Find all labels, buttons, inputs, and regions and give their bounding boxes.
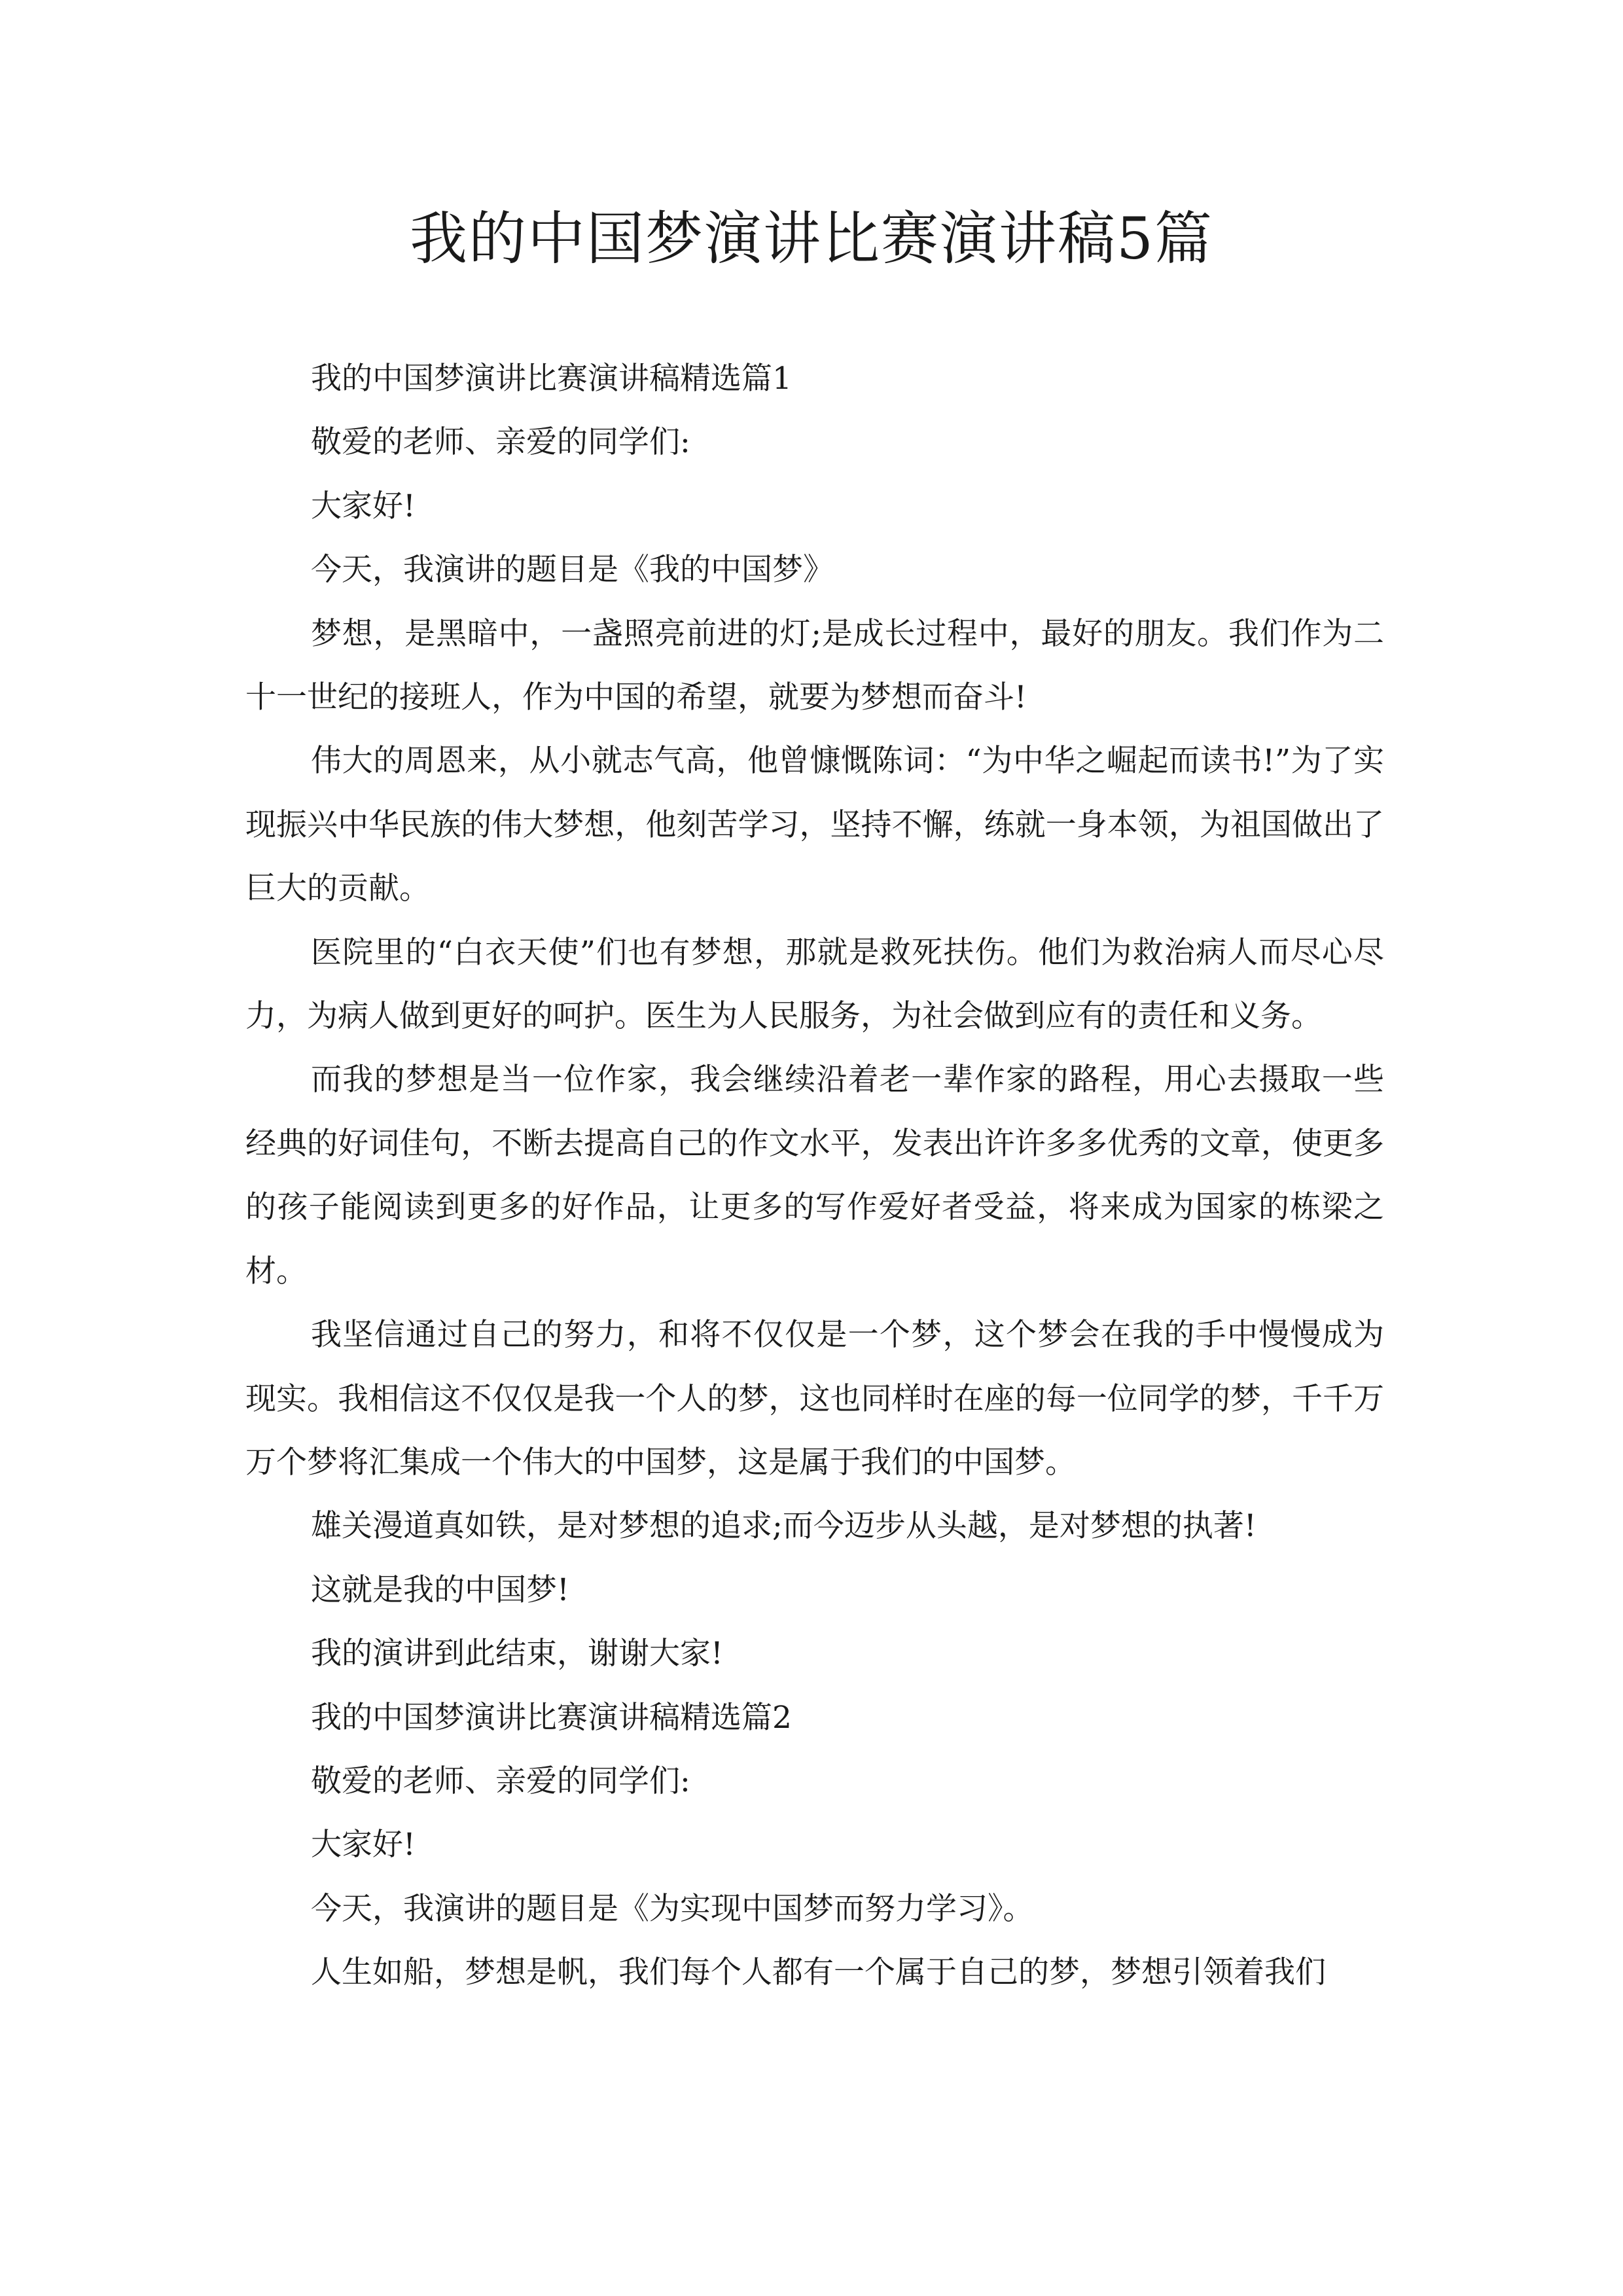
paragraph-body: 医院里的“白衣天使”们也有梦想，那就是救死扶伤。他们为救治病人而尽心尽力，为病人做到更好的呵护。医生为人民服务，为社会做到应有的责任和义务。 [245,934,1384,1035]
document-body [245,347,1384,2005]
paragraph-closing: 我的演讲到此结束，谢谢大家! [311,1636,723,1672]
paragraph-body: 而我的梦想是当一位作家，我会继续沿着老一辈作家的路程，用心去摄取一些经典的好词佳句，不断去提高自己的作文水平，发表出许许多多优秀的文章，使更多的孩子能阅读到更多的好作品，让更多的写作爱好者受益，将来成为国家的栋梁之材。 [245,1062,1384,1289]
paragraph-topic: 今天，我演讲的题目是《我的中国梦》 [311,552,834,588]
paragraph-greeting: 大家好! [311,488,416,524]
paragraph-body: 梦想，是黑暗中，一盏照亮前进的灯;是成长过程中，最好的朋友。我们作为二十一世纪的接班人，作为中国的希望，就要为梦想而奋斗! [245,615,1384,716]
paragraph-body: 人生如船，梦想是帆，我们每个人都有一个属于自己的梦，梦想引领着我们 [311,1954,1326,1991]
paragraph-topic: 今天，我演讲的题目是《为实现中国梦而努力学习》。 [311,1890,1034,1927]
paragraph-body: 伟大的周恩来，从小就志气高，他曾慷慨陈词：“为中华之崛起而读书!”为了实现振兴中华民族的伟大梦想，他刻苦学习，坚持不懈，练就一身本领，为祖国做出了巨大的贡献。 [245,743,1384,907]
paragraph-body: 雄关漫道真如铁，是对梦想的追求;而今迈步从头越，是对梦想的执著! [311,1508,1257,1545]
paragraph-greeting: 大家好! [311,1827,416,1863]
paragraph-salutation: 敬爱的老师、亲爱的同学们: [311,1763,690,1799]
paragraph-body: 这就是我的中国梦! [311,1571,569,1608]
paragraph-body: 我坚信通过自己的努力，和将不仅仅是一个梦，这个梦会在我的手中慢慢成为现实。我相信这不仅仅是我一个人的梦，这也同样时在座的每一位同学的梦，千千万万个梦将汇集成一个伟大的中国梦，这是属于我们的中国梦。 [245,1317,1384,1480]
paragraph-salutation: 敬爱的老师、亲爱的同学们: [311,424,690,461]
paragraph-section-heading-1: 我的中国梦演讲比赛演讲稿精选篇1 [311,361,792,397]
paragraph-section-heading-2: 我的中国梦演讲比赛演讲稿精选篇2 [311,1699,792,1736]
document-title: 我的中国梦演讲比赛演讲稿5篇 [410,205,1213,272]
